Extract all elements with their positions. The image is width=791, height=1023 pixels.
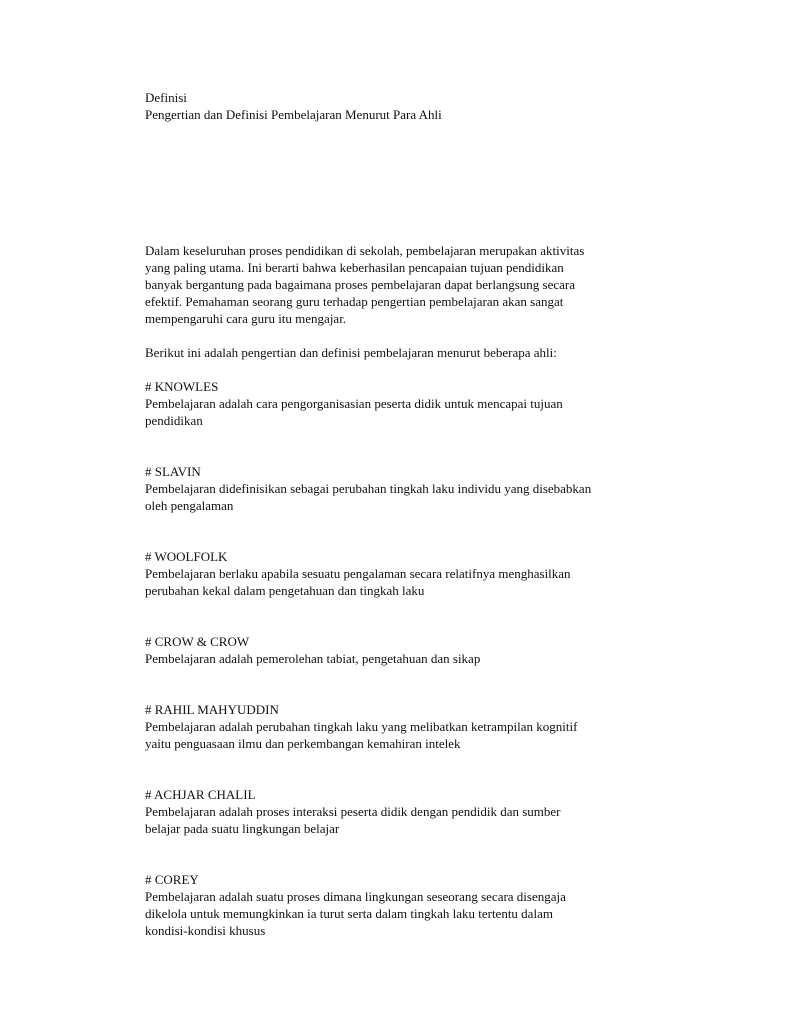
definition-entry-rahil-mahyuddin [145, 701, 665, 752]
document-page [145, 89, 665, 939]
entry-heading: # SLAVIN [145, 464, 201, 479]
intro-line: banyak bergantung pada bagaimana proses pembelajaran dapat berlangsung secara [145, 277, 576, 292]
entry-heading: # COREY [145, 872, 199, 887]
definition-entry-woolfolk [145, 548, 665, 599]
definition-entry-slavin [145, 463, 665, 514]
definition-entry-achjar-chalil [145, 786, 665, 837]
document-title: Pengertian dan Definisi Pembelajaran Menurut Para Ahli [145, 107, 442, 122]
entry-line: perubahan kekal dalam pengetahuan dan tingkah laku [145, 583, 425, 598]
entry-line: oleh pengalaman [145, 498, 234, 513]
intro-line: efektif. Pemahaman seorang guru terhadap pengertian pembelajaran akan sangat [145, 294, 564, 309]
entry-line: yaitu penguasaan ilmu dan perkembangan kemahiran intelek [145, 736, 461, 751]
intro-line: mempengaruhi cara guru itu mengajar. [145, 311, 347, 326]
entry-line: Pembelajaran didefinisikan sebagai perubahan tingkah laku individu yang disebabkan [145, 481, 592, 496]
entry-line: belajar pada suatu lingkungan belajar [145, 821, 340, 836]
intro-paragraph [145, 242, 665, 327]
entry-line: Pembelajaran adalah suatu proses dimana lingkungan seseorang secara disengaja [145, 889, 566, 904]
entry-heading: # RAHIL MAHYUDDIN [145, 702, 279, 717]
entry-line: dikelola untuk memungkinkan ia turut serta dalam tingkah laku tertentu dalam [145, 906, 553, 921]
document-label: Definisi [145, 90, 187, 105]
entry-line: pendidikan [145, 413, 203, 428]
entry-line: Pembelajaran adalah pemerolehan tabiat, pengetahuan dan sikap [145, 651, 481, 666]
entry-line: Pembelajaran adalah proses interaksi peserta didik dengan pendidik dan sumber [145, 804, 561, 819]
entry-heading: # KNOWLES [145, 379, 219, 394]
entry-heading: # WOOLFOLK [145, 549, 228, 564]
entry-heading: # CROW & CROW [145, 634, 250, 649]
entry-line: kondisi-kondisi khusus [145, 923, 266, 938]
definition-entry-crow-crow [145, 633, 665, 667]
intro-line: yang paling utama. Ini berarti bahwa keberhasilan pencapaian tujuan pendidikan [145, 260, 564, 275]
definition-entry-knowles [145, 378, 665, 429]
entry-line: Pembelajaran adalah perubahan tingkah laku yang melibatkan ketrampilan kognitif [145, 719, 578, 734]
entry-line: Pembelajaran adalah cara pengorganisasian peserta didik untuk mencapai tujuan [145, 396, 563, 411]
intro-line: Dalam keseluruhan proses pendidikan di sekolah, pembelajaran merupakan aktivitas [145, 243, 585, 258]
lead-paragraph: Berikut ini adalah pengertian dan definisi pembelajaran menurut beberapa ahli: [145, 345, 557, 360]
image-gap [145, 123, 665, 242]
entry-line: Pembelajaran berlaku apabila sesuatu pengalaman secara relatifnya menghasilkan [145, 566, 571, 581]
definition-entry-corey [145, 871, 665, 939]
entry-heading: # ACHJAR CHALIL [145, 787, 256, 802]
